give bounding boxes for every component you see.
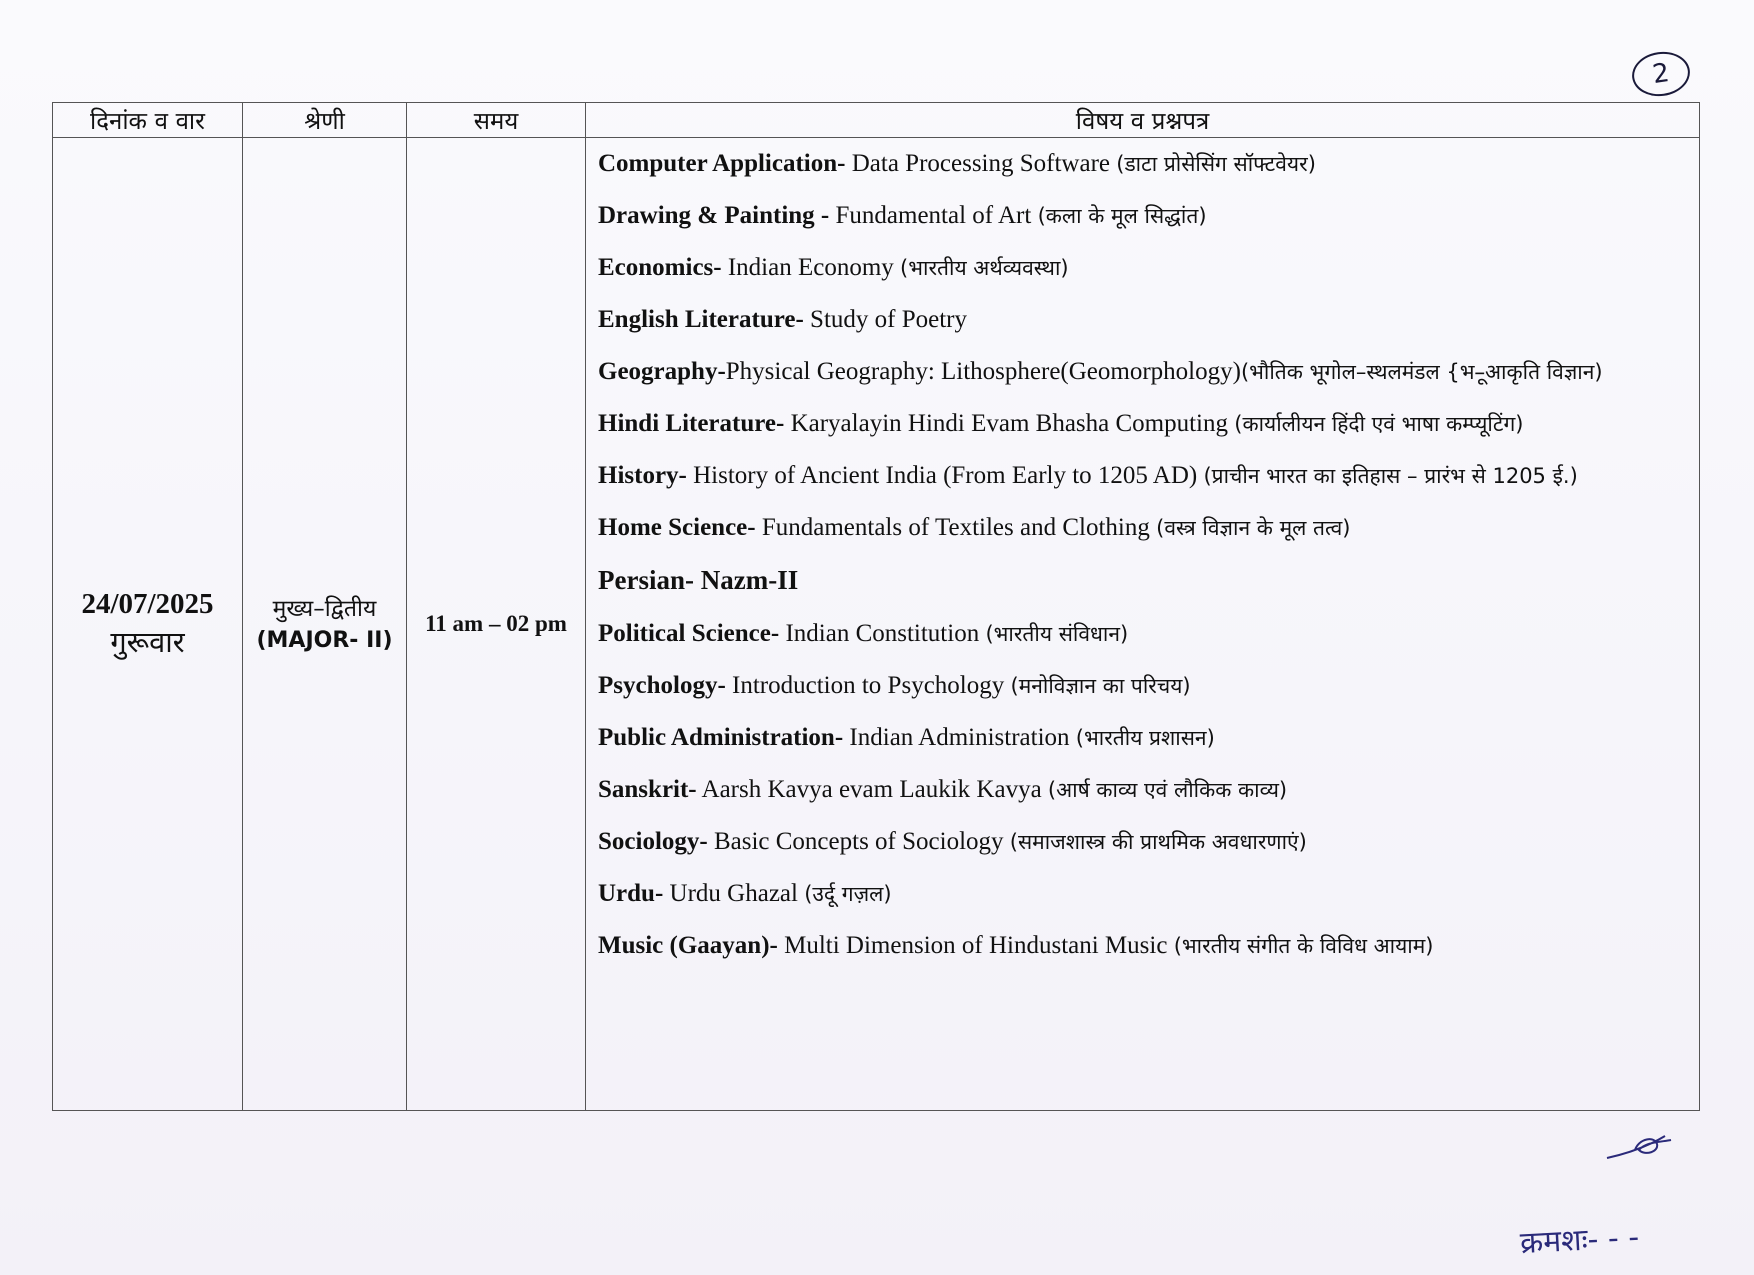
header-time: समय [407,103,586,138]
subject-paper-hindi: (प्राचीन भारत का इतिहास – प्रारंभ से 1205 ई.) [1203,464,1578,488]
list-item [598,502,1689,554]
category-english: (MAJOR- II) [256,628,393,653]
subject-name: Urdu- [598,880,664,907]
subject-name: History- [598,462,687,489]
subject-paper-hindi: (भौतिक भूगोल–स्थलमंडल {भ–ूआकृति विज्ञान) [1240,360,1603,384]
list-item [598,294,1689,346]
subject-name: English Literature- [598,306,804,333]
list-item [598,608,1689,660]
list-item [598,816,1689,868]
header-subject-paper: विषय व प्रश्नपत्र [586,103,1700,138]
list-item [598,138,1689,190]
subject-name: Hindi Literature- [598,410,785,437]
subject-paper: Indian Constitution [779,620,986,647]
list-item [598,660,1689,712]
header-date-day: दिनांक व वार [53,103,243,138]
header-category: श्रेणी [243,103,407,138]
subject-paper: Data Processing Software [845,150,1117,177]
subject-name: Music (Gaayan)- [598,932,778,959]
subject-paper-hindi: (भारतीय अर्थव्यवस्था) [900,256,1069,280]
subject-name: Geography- [598,358,726,385]
subject-paper-hindi: (भारतीय संविधान) [985,622,1129,646]
subject-paper: Study of Poetry [803,306,967,333]
subject-paper: Fundamentals of Textiles and Clothing [755,514,1157,541]
subject-paper-hindi: (डाटा प्रोसेसिंग सॉफ्टवेयर) [1116,152,1316,176]
subject-name: Drawing & Painting - [598,202,830,229]
subject-paper-hindi: (वस्त्र विज्ञान के मूल तत्व) [1156,516,1351,540]
list-item [598,450,1689,502]
list-item [598,712,1689,764]
date-cell [53,138,243,1111]
subject-name: Computer Application- [598,150,846,177]
subject-name: Home Science- [598,514,756,541]
subject-name: Sociology- [598,828,708,855]
list-item [598,764,1689,816]
subject-paper-hindi: (भारतीय संगीत के विविध आयाम) [1173,934,1434,958]
table-row [53,138,1700,1111]
exam-date: 24/07/2025 [81,588,214,620]
subject-paper: History of Ancient India (From Early to 1205 AD) [686,462,1204,489]
continued-note: क्रमशः- - - [1519,1219,1640,1262]
subject-paper: Physical Geography: Lithosphere(Geomorphology) [725,358,1241,385]
list-item [598,554,1689,608]
category-hindi: मुख्य–द्वितीय [272,596,377,622]
subject-name: Persian- Nazm-II [598,565,799,595]
subject-paper: Basic Concepts of Sociology [707,828,1010,855]
subject-paper-hindi: (उर्दू गज़ल) [804,882,892,906]
list-item [598,868,1689,920]
subject-paper: Introduction to Psychology [725,672,1011,699]
page-number: 2 [1629,48,1693,100]
subject-paper-hindi: (कार्यालीयन हिंदी एवं भाषा कम्प्यूटिंग) [1234,412,1524,436]
subject-name: Psychology- [598,672,726,699]
subject-paper: Karyalayin Hindi Evam Bhasha Computing [784,410,1235,437]
table-header-row [53,103,1700,138]
subject-paper: Indian Administration [843,724,1076,751]
list-item [598,190,1689,242]
list-item [598,242,1689,294]
subject-paper: Urdu Ghazal [663,880,805,907]
subject-paper: Indian Economy [721,254,901,281]
subject-paper: Aarsh Kavya evam Laukik Kavya [696,776,1048,803]
list-item [598,398,1689,450]
exam-day: गुरूवार [110,625,185,659]
exam-schedule-table [52,102,1700,1111]
subject-paper-hindi: (समाजशास्त्र की प्राथमिक अवधारणाएं) [1009,830,1307,854]
subject-name: Public Administration- [598,724,844,751]
subject-paper-hindi: (कला के मूल सिद्धांत) [1037,204,1207,228]
subject-paper-hindi: (भारतीय प्रशासन) [1075,726,1215,750]
subject-paper: Fundamental of Art [829,202,1038,229]
time-cell: 11 am – 02 pm [407,138,586,1111]
signature-mark [1605,1128,1675,1164]
subject-name: Political Science- [598,620,780,647]
subject-name: Sanskrit- [598,776,697,803]
subject-paper-hindi: (आर्ष काव्य एवं लौकिक काव्य) [1047,778,1288,802]
subject-list [598,138,1689,972]
list-item [598,920,1689,972]
category-cell [243,138,407,1111]
subjects-cell [586,138,1700,1111]
subject-name: Economics- [598,254,722,281]
list-item [598,346,1689,398]
subject-paper-hindi: (मनोविज्ञान का परिचय) [1010,674,1191,698]
subject-paper: Multi Dimension of Hindustani Music [777,932,1174,959]
